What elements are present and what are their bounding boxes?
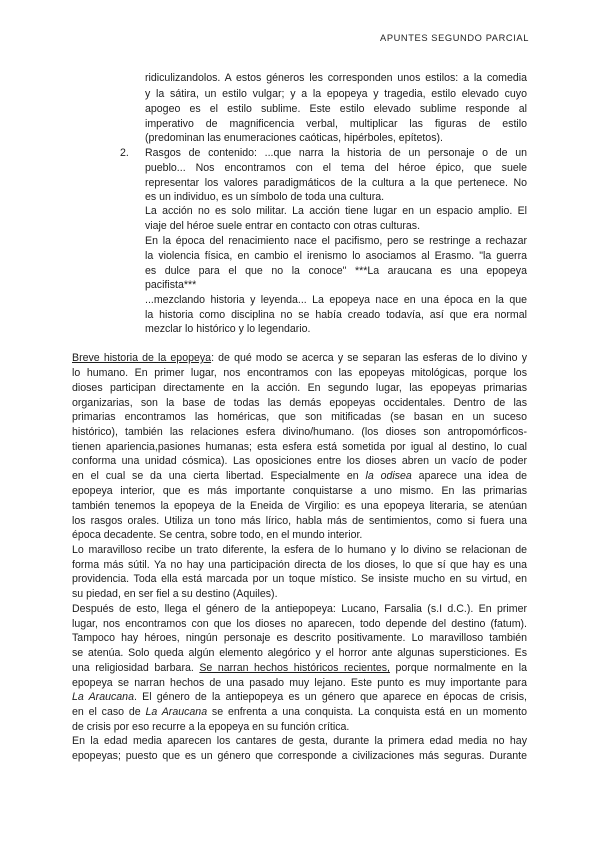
list-item-line: pueblo... Nos encontramos con el tema del héroe épico, que suele — [145, 162, 527, 174]
list-item-line: La acción no es solo militar. La acción tiene lugar en un espacio amplio. El — [145, 205, 527, 217]
section-heading: Breve historia de la epopeya — [72, 352, 212, 364]
paragraph-line: lo humano. En primer lugar, nos encontramos con las epopeyas mitológicas, porque los — [72, 367, 527, 379]
list-item-line: ...mezclando historia y leyenda... La epopeya nace en una época en la que — [145, 294, 527, 306]
paragraph-line: forma más sútil. Ya no hay una participación directa de los dioses, lo que sí que hay es una — [72, 559, 527, 571]
paragraph-line: su piedad, en ser fiel a su destino (Aquiles). — [72, 588, 278, 600]
list-item-line: pacifista*** — [145, 279, 197, 291]
paragraph-line: conforma una unidad cósmica). Las oposiciones entre los dioses abren un vacío de poder — [72, 455, 527, 467]
paragraph-line: dioses participan directamente en la acción. En segundo lugar, las epopeyas primarias — [72, 382, 527, 394]
list-item-line: la historia como disciplina no se había creado todavía, así que era normal — [145, 309, 527, 321]
paragraph-line: una religiosidad barbara. Se narran hechos históricos recientes, porque normalmente en la — [72, 662, 527, 674]
list-number: 2. — [120, 147, 129, 159]
paragraph-line: Breve historia de la epopeya: de qué modo se acerca y se separan las esferas de lo divino y — [72, 352, 527, 364]
list-item-line: En la época del renacimiento nace el pacifismo, pero se restringe a rechazar — [145, 235, 527, 247]
paragraph-line: epopeya se narran hechos de una pasado muy lejano. Este punto es muy importante para — [72, 677, 527, 689]
paragraph-line: En la edad media aparecen los cantares de gesta, durante la primera edad media no hay — [72, 735, 527, 747]
paragraph-line: de crisis por eso recurre a la epopeya en su función crítica. — [72, 721, 350, 733]
paragraph-line: Después de esto, llega el género de la antiepopeya: Lucano, Farsalia (s.I d.C.). En primer — [72, 603, 527, 615]
paragraph-line: epopeya interior, que es más importante conquistarse a uno mismo. En las primarias — [72, 485, 527, 497]
paragraph-line: organizarias, son la base de todas las demás epopeyas occidentales. Dentro de las — [72, 397, 527, 409]
paragraph-line: Tampoco hay héroes, ningún personaje es descrito positivamente. Lo maravilloso también — [72, 632, 527, 644]
list-item-line: viaje del héroe suele entrar en contacto con otras culturas. — [145, 220, 421, 232]
paragraph-line: y la sátira, un estilo vulgar; y a la epopeya y tragedia, estilo elevado cuyo — [145, 88, 527, 100]
list-item-line: es un individuo, es un símbolo de toda una cultura. — [145, 191, 385, 203]
paragraph-line: histórico), también las relaciones esfera divino/humano. (los dioses son antropomórficos- — [72, 426, 527, 438]
list-item-line: Rasgos de contenido: ...que narra la historia de un personaje o de un — [145, 147, 527, 159]
list-item-line: la violencia física, en cambio el irenismo lo asociamos al Erasmo. "la guerra — [145, 250, 527, 262]
paragraph-line: también tenemos la epopeya de la Eneida de Virgilio: es una epopeya literaria, se atenúan — [72, 500, 527, 512]
paragraph-line: primarias encontramos las homéricas, que son mitificadas (se basan en un suceso — [72, 411, 527, 423]
list-item-line: es dulce para el que no la conoce" ***La araucana es una epopeya — [145, 265, 527, 277]
italic-title: La Araucana — [72, 691, 134, 703]
underlined-phrase: Se narran hechos históricos recientes, — [199, 662, 390, 674]
italic-title: La Araucana — [145, 706, 208, 718]
paragraph-line: los rasgos orales. Utiliza un tono más lírico, habla más de sentimientos, como si fuera una — [72, 515, 527, 527]
page-header-title: APUNTES SEGUNDO PARCIAL — [380, 33, 529, 43]
paragraph-line: en el caso de La Araucana se enfrenta a una conquista. La conquista está en un momento — [72, 706, 528, 718]
paragraph-line: La Araucana. El género de la antiepopeya es un género que aparece en épocas de crisis, — [72, 691, 527, 703]
paragraph-line: epopeyas; puesto que es un género que corresponde a civilizaciones más seguras. Durante — [72, 750, 527, 762]
list-item-line: representar los valores paradigmáticos de la cultura a la que pertenece. No — [145, 177, 527, 189]
paragraph-line: lugar, nos encontramos con que los dioses no aparecen, todo depende del destino (fatum). — [72, 618, 527, 630]
paragraph-line: ridiculizandolos. A estos géneros les corresponden unos estilos: a la comedia — [145, 72, 527, 84]
paragraph-line: imperativo de magnificencia verbal, multiplicar las figuras de estilo — [145, 118, 527, 130]
paragraph-line: en el cual se da una cierta libertad. Especialmente en la odisea aparece una idea de — [72, 470, 528, 482]
paragraph-line: (predominan las enumeraciones caóticas, hipérboles, epítetos). — [145, 132, 443, 144]
paragraph-line: tienen apariencia,pasiones humanas; esta esfera está sometida por igual al destino, lo cual — [72, 441, 527, 453]
paragraph-line: se atenúa. Solo queda algún elemento alegórico y el horror ante algunas supersticiones. Es — [72, 647, 527, 659]
paragraph-line: providencia. Toda ella está marcada por un toque místico. Se insiste mucho en su virtud, en — [72, 573, 527, 585]
paragraph-line: época decadente. Se centra, sobre todo, en el mundo interior. — [72, 529, 363, 541]
list-item-line: mezclar lo histórico y lo legendario. — [145, 323, 311, 335]
paragraph-line: Lo maravilloso recibe un trato diferente, la esfera de lo humano y lo divino se relacionan de — [72, 544, 527, 556]
paragraph-line: apogeo es el estilo sublime. Este estilo elevado sublime responde al — [145, 103, 527, 115]
italic-title: la odisea — [365, 470, 412, 482]
